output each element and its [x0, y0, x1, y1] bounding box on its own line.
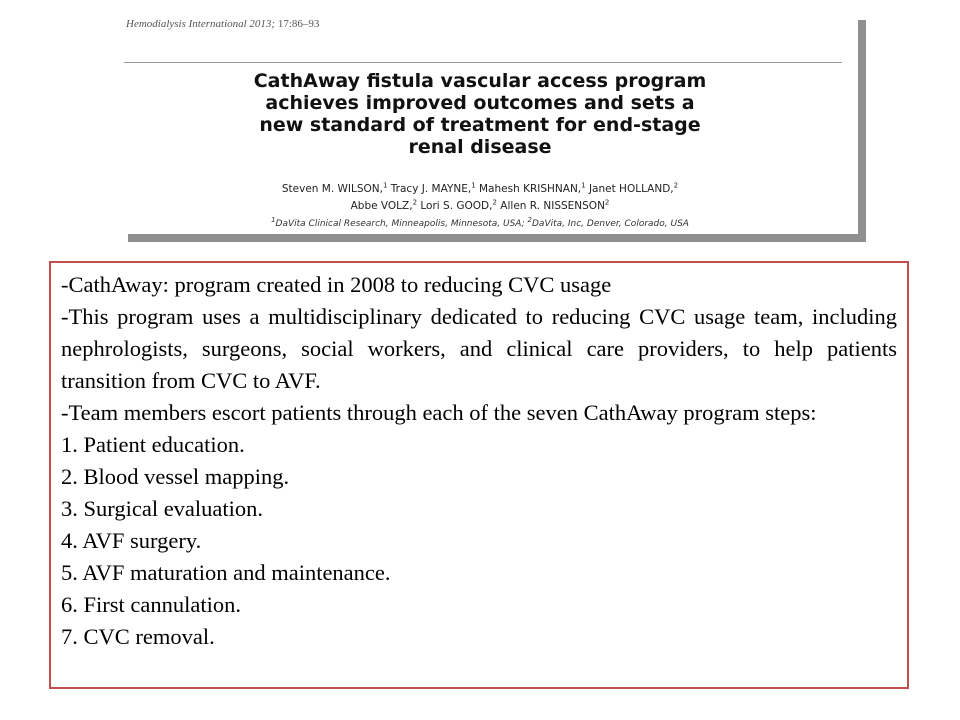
author: Mahesh KRISHNAN,$^1$: [479, 181, 586, 195]
author: Tracy J. MAYNE,$^1$: [390, 181, 476, 195]
list-item: 1. Patient education.: [61, 432, 245, 457]
author-line: [120, 178, 840, 196]
title-line: CathAway fistula vascular access program: [253, 70, 707, 92]
list-item: 7. CVC removal.: [61, 624, 215, 649]
summary-paragraph: -Team members escort patients through each of the seven CathAway program steps:: [61, 400, 817, 425]
program-steps-list: [61, 429, 897, 653]
title-line: renal disease: [408, 136, 552, 158]
list-item: 6. First cannulation.: [61, 592, 241, 617]
paper-header-image: [120, 12, 858, 234]
author-line: [120, 196, 840, 214]
summary-paragraph: -This program uses a multidisciplinary dedicated to reducing CVC usage team, including nephrologists, surgeons, social workers, and clinical care providers, to help patients transition from CVC to AVF.: [61, 304, 897, 393]
list-item: 4. AVF surgery.: [61, 528, 202, 553]
title-line: new standard of treatment for end-stage: [259, 114, 701, 136]
list-item: 5. AVF maturation and maintenance.: [61, 560, 391, 585]
author: Lori S. GOOD,$^2$: [420, 198, 497, 212]
author: Steven M. WILSON,$^1$: [281, 181, 388, 195]
author-list: [120, 178, 840, 231]
list-item: 3. Surgical evaluation.: [61, 496, 264, 521]
summary-paragraph: -CathAway: program created in 2008 to reducing CVC usage: [61, 272, 612, 297]
journal-volume: 17:86–93: [277, 18, 320, 30]
summary-text-box: [49, 261, 909, 689]
list-item: 2. Blood vessel mapping.: [61, 464, 290, 489]
title-line: achieves improved outcomes and sets a: [265, 92, 695, 114]
author: Janet HOLLAND,$^2$: [588, 181, 679, 195]
paper-title: [120, 70, 840, 158]
affiliation: DaVita Clinical Research, Minneapolis, Minnesota, USA;: [275, 219, 525, 229]
journal-name: Hemodialysis International 2013;: [126, 18, 276, 30]
affiliations: $^1$DaVita Clinical Research, Minneapolis, Minnesota, USA; $^2$DaVita, Inc, Denver, Colorado, USA: [271, 216, 689, 229]
header-divider: [124, 62, 842, 63]
author: Abbe VOLZ,$^2$: [350, 198, 418, 212]
journal-citation: [126, 18, 319, 30]
author: Allen R. NISSENSON$^2$: [500, 198, 610, 212]
affiliation: DaVita, Inc, Denver, Colorado, USA: [532, 219, 689, 229]
